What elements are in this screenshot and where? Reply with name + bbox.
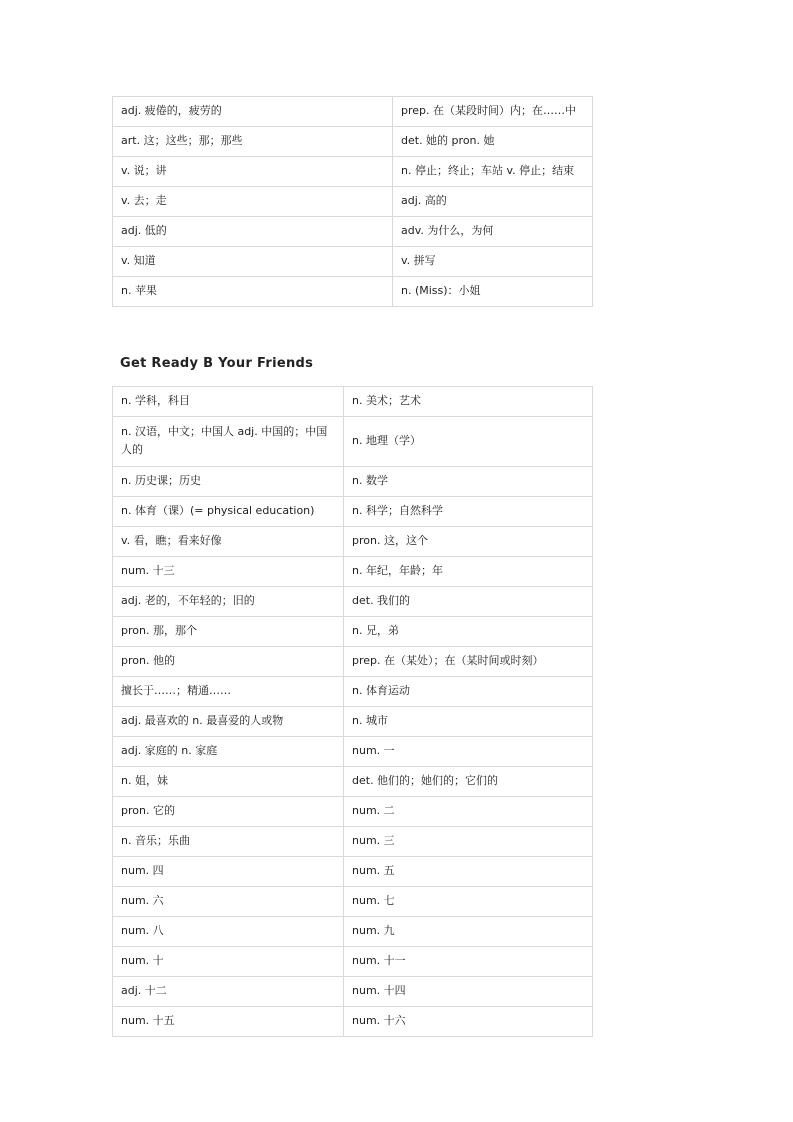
table-cell: pron. 它的 [113, 797, 344, 827]
table-cell: num. 六 [113, 887, 344, 917]
table-cell: art. 这；这些；那；那些 [113, 127, 393, 157]
table-cell: num. 九 [344, 917, 593, 947]
table-cell: adv. 为什么，为何 [393, 217, 593, 247]
table-cell: prep. 在（某段时间）内；在……中 [393, 97, 593, 127]
table-cell: n. 历史课；历史 [113, 467, 344, 497]
table-row [113, 737, 593, 767]
table-cell: det. 她的 pron. 她 [393, 127, 593, 157]
table-cell: n. 体育运动 [344, 677, 593, 707]
table-cell: num. 七 [344, 887, 593, 917]
vocab-table-2 [112, 386, 593, 1037]
table-cell: n. 音乐；乐曲 [113, 827, 344, 857]
table-cell: n. 学科，科目 [113, 387, 344, 417]
table-row [113, 417, 593, 467]
table-cell: n. 体育（课）(= physical education) [113, 497, 344, 527]
table-row [113, 707, 593, 737]
table-cell: pron. 他的 [113, 647, 344, 677]
table-row [113, 677, 593, 707]
table-row [113, 587, 593, 617]
table-cell: num. 十六 [344, 1007, 593, 1037]
table-cell: num. 十五 [113, 1007, 344, 1037]
table-cell: adj. 高的 [393, 187, 593, 217]
table-cell: num. 十一 [344, 947, 593, 977]
table-cell: adj. 疲倦的，疲劳的 [113, 97, 393, 127]
table-cell: n. 美术；艺术 [344, 387, 593, 417]
table-cell: det. 他们的；她们的；它们的 [344, 767, 593, 797]
vocab-table-1 [112, 96, 593, 307]
table-row [113, 977, 593, 1007]
table-cell: adj. 最喜欢的 n. 最喜爱的人或物 [113, 707, 344, 737]
table-cell: n. 苹果 [113, 277, 393, 307]
table-cell: adj. 老的，不年轻的；旧的 [113, 587, 344, 617]
table-cell: n. 姐，妹 [113, 767, 344, 797]
table-row [113, 527, 593, 557]
table-cell: det. 我们的 [344, 587, 593, 617]
section-heading: Get Ready B Your Friends [120, 356, 314, 371]
table-cell: n. 汉语，中文；中国人 adj. 中国的；中国人的 [113, 417, 344, 467]
table-cell: adj. 十二 [113, 977, 344, 1007]
table-cell: num. 八 [113, 917, 344, 947]
table-cell: n. 科学；自然科学 [344, 497, 593, 527]
table-cell: v. 去；走 [113, 187, 393, 217]
table-row [113, 187, 593, 217]
table-cell: num. 十四 [344, 977, 593, 1007]
table-row [113, 857, 593, 887]
table-row [113, 887, 593, 917]
table-row [113, 97, 593, 127]
table-cell: num. 三 [344, 827, 593, 857]
table-row [113, 497, 593, 527]
table-cell: num. 二 [344, 797, 593, 827]
table-row [113, 767, 593, 797]
table-cell: v. 拼写 [393, 247, 593, 277]
table-row [113, 617, 593, 647]
table-row [113, 157, 593, 187]
table-cell: pron. 那，那个 [113, 617, 344, 647]
table-cell: pron. 这，这个 [344, 527, 593, 557]
table-row [113, 797, 593, 827]
table-row [113, 1007, 593, 1037]
table-cell: num. 五 [344, 857, 593, 887]
table-cell: n. 城市 [344, 707, 593, 737]
table-row [113, 557, 593, 587]
table-cell: n. 地理（学） [344, 417, 593, 467]
table-cell: adj. 家庭的 n. 家庭 [113, 737, 344, 767]
table-row [113, 127, 593, 157]
table-cell: n. (Miss)：小姐 [393, 277, 593, 307]
table-row [113, 387, 593, 417]
table-cell: num. 十 [113, 947, 344, 977]
table-cell: n. 兄，弟 [344, 617, 593, 647]
vocab-table-1-body [113, 97, 593, 307]
table-row [113, 647, 593, 677]
table-row [113, 827, 593, 857]
table-cell: num. 十三 [113, 557, 344, 587]
table-row [113, 277, 593, 307]
table-row [113, 467, 593, 497]
table-cell: num. 一 [344, 737, 593, 767]
table-cell: adj. 低的 [113, 217, 393, 247]
table-row [113, 917, 593, 947]
table-cell: num. 四 [113, 857, 344, 887]
table-cell: v. 看，瞧；看来好像 [113, 527, 344, 557]
table-cell: 擅长于……；精通…… [113, 677, 344, 707]
vocab-table-2-body [113, 387, 593, 1037]
table-row [113, 947, 593, 977]
table-cell: n. 年纪，年龄；年 [344, 557, 593, 587]
table-cell: n. 停止；终止；车站 v. 停止；结束 [393, 157, 593, 187]
table-cell: n. 数学 [344, 467, 593, 497]
table-cell: v. 知道 [113, 247, 393, 277]
table-cell: v. 说；讲 [113, 157, 393, 187]
table-row [113, 217, 593, 247]
table-row [113, 247, 593, 277]
table-cell: prep. 在（某处）；在（某时间或时刻） [344, 647, 593, 677]
